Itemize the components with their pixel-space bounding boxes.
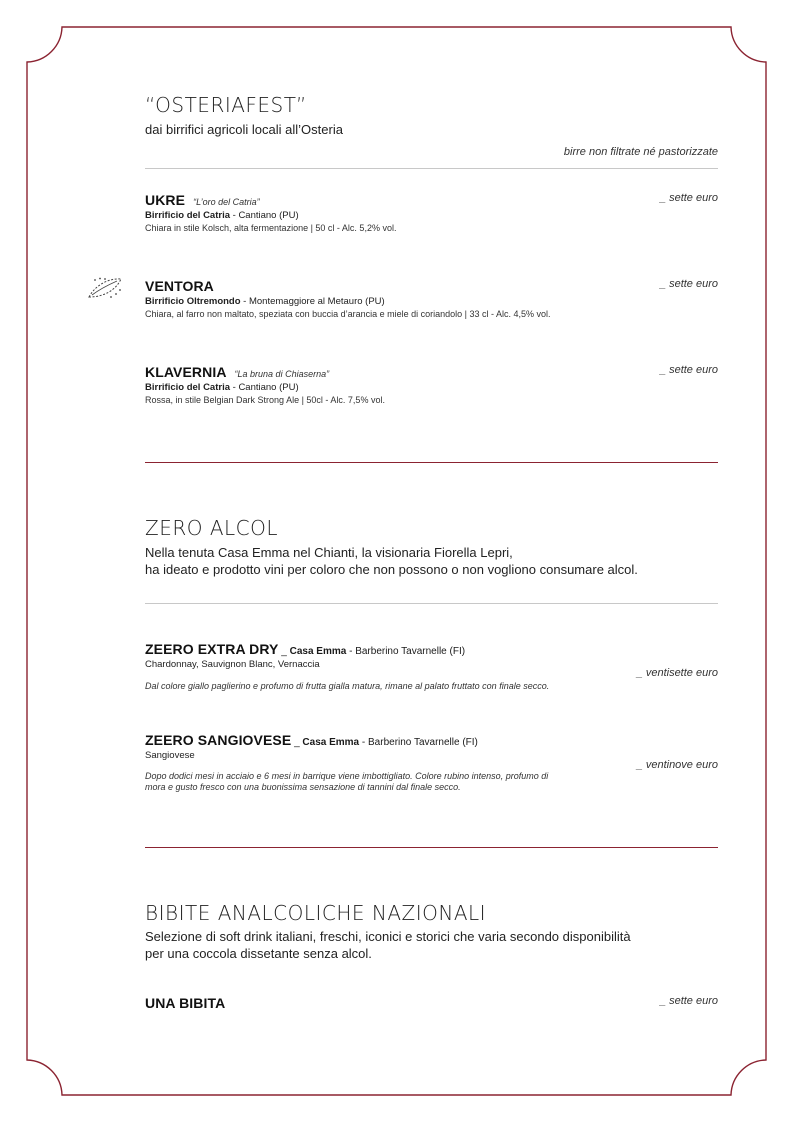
item-place: - Montemaggiore al Metauro (PU)	[240, 296, 385, 307]
item-description-line: Dopo dodici mesi in acciaio e 6 mesi in barrique viene imbottigliato. Colore rubino intenso, profumo di	[145, 771, 549, 781]
zero-rule	[145, 603, 718, 604]
item-producer: Birrificio Oltremondo	[145, 296, 241, 307]
beer-rule	[145, 168, 718, 169]
subtitle-line: Selezione di soft drink italiani, freschi, iconici e storici che varia secondo disponibilità	[145, 929, 631, 944]
item-name: UKRE	[145, 192, 186, 208]
section-divider	[145, 462, 718, 463]
menu-item-ventora	[145, 278, 645, 320]
zero-section-subtitle	[145, 544, 638, 578]
item-description: Rossa, in stile Belgian Dark Strong Ale | 50cl - Alc. 7,5% vol.	[145, 395, 385, 405]
item-price: _ sette euro	[659, 995, 718, 1007]
item-producer: Birrificio del Catria	[145, 382, 230, 393]
soft-section-title: BIBITE ANALCOLICHE NAZIONALI	[145, 901, 487, 925]
item-producer: Casa Emma	[289, 646, 347, 657]
item-separator: _	[291, 737, 303, 748]
item-price: _ sette euro	[659, 278, 718, 290]
item-description: Chiara in stile Kolsch, alta fermentazione | 50 cl - Alc. 5,2% vol.	[145, 223, 397, 233]
section-divider	[145, 847, 718, 848]
subtitle-line: per una coccola dissetante senza alcol.	[145, 946, 372, 961]
item-place: - Cantiano (PU)	[230, 210, 299, 221]
beer-section-title: “OSTERIAFEST”	[145, 93, 307, 117]
item-description-line: mora e gusto fresco con una buonissima sensazione di tannini dal finale secco.	[145, 782, 461, 792]
menu-item-zeero-sangiovese	[145, 732, 635, 793]
item-name: ZEERO EXTRA DRY	[145, 641, 279, 657]
menu-item-zeero-extra-dry	[145, 641, 635, 692]
item-name: VENTORA	[145, 278, 214, 294]
item-separator: _	[278, 646, 290, 657]
item-price: _ ventisette euro	[636, 667, 718, 679]
soft-section-subtitle	[145, 928, 631, 962]
item-place: - Barberino Tavarnelle (FI)	[346, 646, 466, 657]
item-nickname: “L’oro del Catria”	[193, 197, 260, 207]
subtitle-line: Nella tenuta Casa Emma nel Chianti, la visionaria Fiorella Lepri,	[145, 545, 513, 560]
item-description: Dal colore giallo paglierino e profumo di frutta gialla matura, rimane al palato fruttato con finale secco.	[145, 681, 550, 691]
item-name: ZEERO SANGIOVESE	[145, 732, 292, 748]
beer-note: birre non filtrate né pastorizzate	[563, 146, 718, 158]
organic-leaf-icon	[86, 276, 124, 300]
item-grapes: Sangiovese	[145, 750, 195, 761]
item-producer: Birrificio del Catria	[145, 210, 230, 221]
subtitle-line: ha ideato e prodotto vini per coloro che non possono o non vogliono consumare alcol.	[145, 562, 638, 577]
item-place: - Barberino Tavarnelle (FI)	[359, 737, 478, 748]
item-grapes: Chardonnay, Sauvignon Blanc, Vernaccia	[145, 659, 320, 670]
beer-section-subtitle: dai birrifici agricoli locali all’Osteria	[145, 122, 343, 137]
item-description: Chiara, al farro non maltato, speziata con buccia d’arancia e miele di coriandolo | 33 cl - Alc. 4,5% vol.	[145, 309, 551, 319]
item-nickname: “La bruna di Chiaserna”	[234, 369, 330, 379]
menu-item-klavernia	[145, 364, 625, 406]
item-producer: Casa Emma	[302, 737, 360, 748]
item-price: _ sette euro	[659, 192, 718, 204]
item-price: _ ventinove euro	[636, 759, 718, 771]
menu-item-una-bibita: UNA BIBITA	[145, 995, 226, 1011]
zero-section-title: ZERO ALCOL	[145, 516, 279, 540]
item-price: _ sette euro	[659, 364, 718, 376]
menu-item-ukre	[145, 192, 625, 234]
item-place: - Cantiano (PU)	[230, 382, 299, 393]
item-name: KLAVERNIA	[145, 364, 227, 380]
